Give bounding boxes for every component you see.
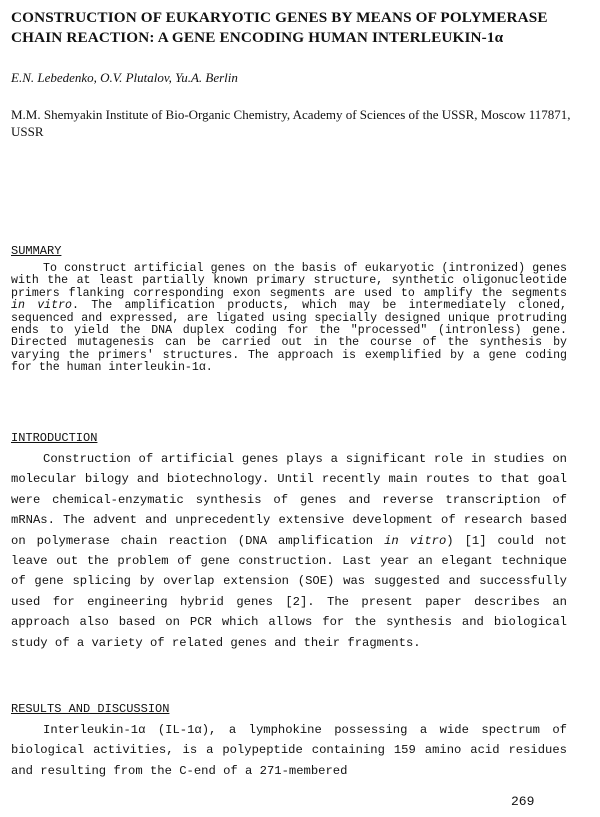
paper-title: CONSTRUCTION OF EUKARYOTIC GENES BY MEANS OF POLYMERASE CHAIN REACTION: A GENE ENCODING HUMAN INTERLEUKIN-1α bbox=[11, 9, 548, 46]
summary-italic-term: in vitro bbox=[11, 299, 73, 313]
results-paragraph: Interleukin-1α (IL-1α), a lymphokine possessing a wide spectrum of biological activities, is a polypeptide containing 159 amino acid residues and resulting from the C-end of a 271-membered bbox=[11, 723, 567, 778]
affiliation: M.M. Shemyakin Institute of Bio-Organic Chemistry, Academy of Sciences of the USSR, Moscow 117871, USSR bbox=[11, 107, 571, 139]
page-number: 269 bbox=[511, 794, 535, 809]
author-list: E.N. Lebedenko, O.V. Plutalov, Yu.A. Berlin bbox=[11, 70, 238, 85]
summary-text-part-1: To construct artificial genes on the basis of eukaryotic (intronized) genes with the at least partially known primary structure, synthetic oligonucleotide primers flanking corresponding exon segments are used to amplify the segments bbox=[11, 262, 567, 300]
introduction-italic-term: in vitro bbox=[384, 533, 447, 548]
summary-paragraph bbox=[11, 263, 567, 375]
summary-heading: SUMMARY bbox=[11, 244, 62, 258]
summary-text-part-2: . The amplification products, which may be intermediately cloned, sequenced and expressed, are ligated using specially designed unique protruding ends to yield the DNA duplex coding for the "processed" (intronless) gene. Directed mutagenesis can be carried out in the course of the synthesis by varying the primers' structures. The approach is exemplified by a gene coding for the human interleukin-1α. bbox=[11, 299, 567, 375]
introduction-paragraph bbox=[11, 449, 567, 653]
introduction-text-part-1: Construction of artificial genes plays a significant role in studies on molecular bilogy and biotechnology. Until recently main routes to that goal were chemical-enzymatic synthesis of genes and reverse transcription of mRNAs. The advent and unprecedently extensive development of research based on polymerase chain reaction (DNA amplification bbox=[11, 452, 567, 548]
introduction-text-part-2: ) [1] could not leave out the problem of gene construction. Last year an elegant technique of gene splicing by overlap extension (SOE) was suggested and successfully used for engineering hybrid genes [2]. The present paper describes an approach also based on PCR which allows for the synthesis and biological study of a variety of related genes and their fragments. bbox=[11, 533, 567, 650]
results-heading: RESULTS AND DISCUSSION bbox=[11, 702, 170, 716]
introduction-heading: INTRODUCTION bbox=[11, 431, 98, 445]
